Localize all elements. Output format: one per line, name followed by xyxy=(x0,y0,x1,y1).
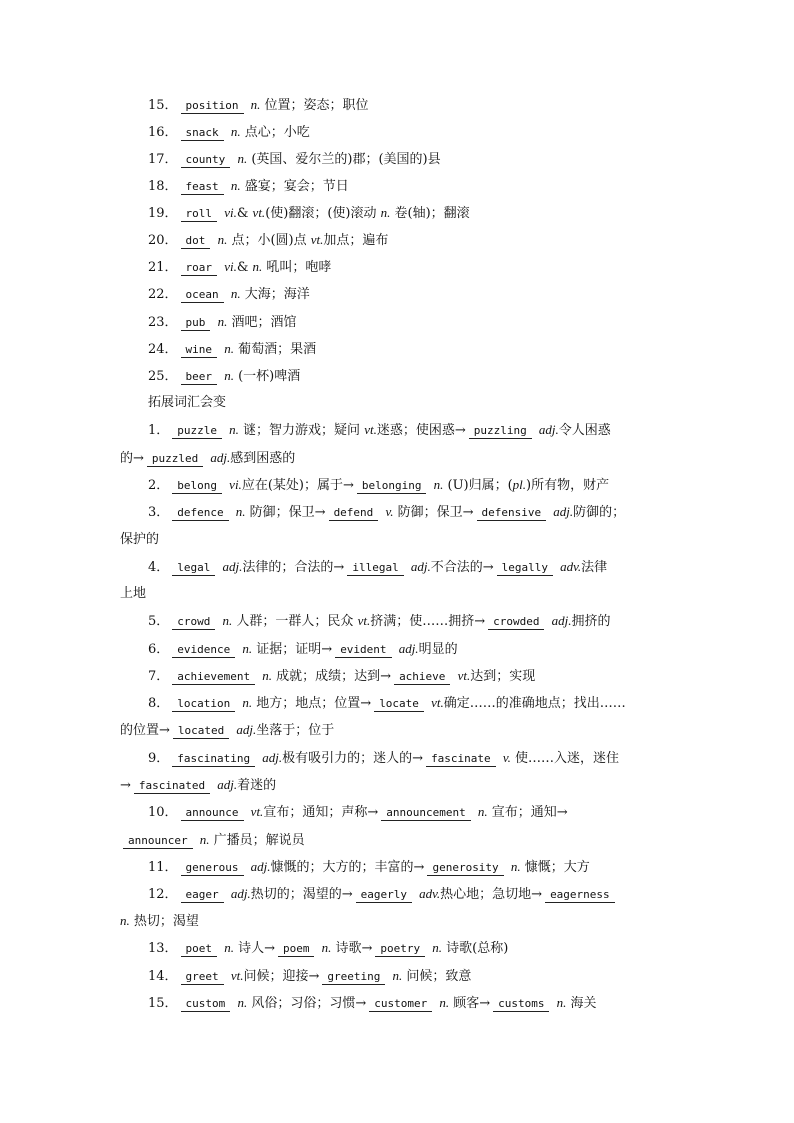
answer-blank: puzzled xyxy=(147,452,203,467)
part-of-speech: n. xyxy=(477,804,488,819)
answer-blank: position xyxy=(181,99,244,114)
part-of-speech: vt. xyxy=(364,422,377,437)
answer-blank: belong xyxy=(172,479,222,494)
answer-blank: announcer xyxy=(123,834,193,849)
answer-blank: wine xyxy=(181,343,218,358)
answer-blank: announcement xyxy=(381,806,470,821)
vocab-line: 10． announce vt.宣布；通知；声称→ announcement n. 宣布；通知→ xyxy=(148,804,568,820)
part-of-speech: adj. xyxy=(217,777,238,792)
vocab-line: 13． poet n. 诗人→ poem n. 诗歌→ poetry n. 诗歌(总称) xyxy=(148,940,509,956)
answer-blank: illegal xyxy=(347,561,403,576)
part-of-speech: adj. xyxy=(222,559,243,574)
answer-blank: ocean xyxy=(181,288,224,303)
part-of-speech: n. xyxy=(224,940,234,955)
answer-blank: feast xyxy=(181,180,224,195)
answer-blank: legal xyxy=(172,561,215,576)
answer-blank: fascinating xyxy=(172,752,255,767)
part-of-speech: n. xyxy=(230,178,241,193)
vocab-line: 9． fascinating adj.极有吸引力的；迷人的→ fascinate v. 使……入迷，迷住 xyxy=(148,750,620,766)
vocab-line: 1． puzzle n. 谜；智力游戏；疑问 vt.迷惑；使困惑→ puzzling adj.令人困惑 xyxy=(148,422,611,438)
vocab-line: 的位置→ located adj.坐落于；位于 xyxy=(120,722,335,738)
answer-blank: poetry xyxy=(375,942,425,957)
part-of-speech: adj. xyxy=(410,559,431,574)
part-of-speech: n. xyxy=(262,668,273,683)
answer-blank: customs xyxy=(493,997,549,1012)
answer-blank: achieve xyxy=(394,670,450,685)
part-of-speech: vt. xyxy=(357,613,371,628)
part-of-speech: n. xyxy=(392,968,403,983)
part-of-speech: adj. xyxy=(236,722,257,737)
answer-blank: defensive xyxy=(477,506,547,521)
vocab-line: 21． roar vi.& n. 吼叫；咆哮 xyxy=(148,259,332,275)
part-of-speech: n. xyxy=(230,124,241,139)
answer-blank: puzzling xyxy=(469,424,532,439)
answer-blank: poet xyxy=(181,942,218,957)
vocab-line: 24． wine n. 葡萄酒；果酒 xyxy=(148,341,317,357)
vocab-line: 23． pub n. 酒吧；酒馆 xyxy=(148,314,297,330)
answer-blank: defend xyxy=(329,506,379,521)
answer-blank: roll xyxy=(181,207,218,222)
answer-blank: achievement xyxy=(172,670,255,685)
part-of-speech: adj. xyxy=(398,641,419,656)
part-of-speech: n. xyxy=(556,995,567,1010)
answer-blank: customer xyxy=(369,997,432,1012)
part-of-speech: adj. xyxy=(230,886,251,901)
part-of-speech: n. xyxy=(224,368,234,383)
answer-blank: fascinate xyxy=(426,752,496,767)
answer-blank: eager xyxy=(181,888,224,903)
part-of-speech: v. xyxy=(385,504,394,519)
vocab-line: 2． belong vi.应在(某处)；属于→ belonging n. (U)归属；(pl.)所有物，财产 xyxy=(148,477,610,493)
section-heading: 拓展词汇会变 xyxy=(148,395,227,410)
part-of-speech: n. xyxy=(229,422,239,437)
part-of-speech: n. xyxy=(222,613,233,628)
part-of-speech: adv. xyxy=(419,886,441,901)
answer-blank: snack xyxy=(181,126,224,141)
part-of-speech: n. xyxy=(432,940,443,955)
answer-blank: belonging xyxy=(357,479,427,494)
part-of-speech: vt. xyxy=(230,968,244,983)
part-of-speech: adj. xyxy=(210,450,231,465)
answer-blank: legally xyxy=(497,561,553,576)
part-of-speech: pl. xyxy=(512,477,527,492)
vocab-line: 15． custom n. 风俗；习俗；习惯→ customer n. 顾客→ customs n. 海关 xyxy=(148,995,597,1011)
answer-blank: crowd xyxy=(172,615,215,630)
part-of-speech: adj. xyxy=(553,504,574,519)
answer-blank: custom xyxy=(181,997,231,1012)
answer-blank: announce xyxy=(181,806,244,821)
part-of-speech: n. xyxy=(510,859,521,874)
part-of-speech: n. xyxy=(242,641,253,656)
answer-blank: poem xyxy=(278,942,315,957)
vocab-line: 4． legal adj.法律的；合法的→ illegal adj.不合法的→ legally adv.法律 xyxy=(148,559,608,575)
part-of-speech: vi. xyxy=(229,477,242,492)
answer-blank: generosity xyxy=(427,861,503,876)
answer-blank: evident xyxy=(335,643,391,658)
answer-blank: generous xyxy=(181,861,244,876)
part-of-speech: n. xyxy=(217,314,228,329)
vocab-line: 16． snack n. 点心；小吃 xyxy=(148,124,310,140)
vocab-line: 3． defence n. 防御；保卫→ defend v. 防御；保卫→ defensive adj.防御的； xyxy=(148,504,626,520)
part-of-speech: n. xyxy=(252,259,263,274)
vocab-line: 18． feast n. 盛宴；宴会；节日 xyxy=(148,178,349,194)
vocab-line: 14． greet vt.问候；迎接→ greeting n. 问候；致意 xyxy=(148,968,472,984)
vocab-line: 保护的 xyxy=(120,532,160,547)
answer-blank: puzzle xyxy=(172,424,222,439)
vocab-line: 7． achievement n. 成就；成绩；达到→ achieve vt.达到；实现 xyxy=(148,668,536,684)
part-of-speech: n. xyxy=(120,913,130,928)
vocab-line: 的→ puzzled adj.感到困惑的 xyxy=(120,450,296,466)
part-of-speech: n. xyxy=(439,995,450,1010)
answer-blank: eagerness xyxy=(545,888,615,903)
part-of-speech: n. xyxy=(250,97,261,112)
answer-blank: locate xyxy=(374,697,424,712)
part-of-speech: vi. xyxy=(224,259,237,274)
part-of-speech: vt. xyxy=(457,668,471,683)
answer-blank: eagerly xyxy=(356,888,412,903)
vocab-line: 11． generous adj.慷慨的；大方的；丰富的→ generosity n. 慷慨；大方 xyxy=(148,859,590,875)
part-of-speech: n. xyxy=(433,477,444,492)
answer-blank: roar xyxy=(181,261,218,276)
part-of-speech: n. xyxy=(237,995,248,1010)
vocab-line: 22． ocean n. 大海；海洋 xyxy=(148,286,310,302)
part-of-speech: vt. xyxy=(431,695,444,710)
answer-blank: greet xyxy=(181,970,224,985)
answer-blank: defence xyxy=(172,506,228,521)
vocab-line: 20． dot n. 点；小(圆)点 vt.加点；遍布 xyxy=(148,232,389,248)
part-of-speech: n. xyxy=(230,286,241,301)
part-of-speech: vt. xyxy=(252,205,266,220)
answer-blank: location xyxy=(172,697,235,712)
part-of-speech: n. xyxy=(237,151,248,166)
vocab-line: 17． county n. (英国、爱尔兰的)郡；(美国的)县 xyxy=(148,151,441,167)
vocab-line: 6． evidence n. 证据；证明→ evident adj.明显的 xyxy=(148,641,458,657)
part-of-speech: adv. xyxy=(560,559,582,574)
answer-blank: crowded xyxy=(488,615,544,630)
part-of-speech: vi. xyxy=(224,205,237,220)
answer-blank: fascinated xyxy=(134,779,210,794)
vocab-line: 25． beer n. (一杯)啤酒 xyxy=(148,368,301,384)
vocab-line: announcer n. 广播员；解说员 xyxy=(120,831,676,850)
vocab-line: 8． location n. 地方；地点；位置→ locate vt.确定……的准确地点；找出…… xyxy=(148,695,626,711)
part-of-speech: vt. xyxy=(250,804,264,819)
part-of-speech: adj. xyxy=(551,613,572,628)
vocab-line: n. 热切；渴望 xyxy=(120,913,199,929)
part-of-speech: n. xyxy=(217,232,228,247)
answer-blank: dot xyxy=(181,234,211,249)
part-of-speech: v. xyxy=(502,750,511,765)
answer-blank: beer xyxy=(181,370,218,385)
answer-blank: greeting xyxy=(322,970,385,985)
answer-blank: pub xyxy=(181,316,211,331)
vocab-line: 15． position n. 位置；姿态；职位 xyxy=(148,97,369,113)
part-of-speech: n. xyxy=(380,205,391,220)
vocab-line: 19． roll vi.& vt.(使)翻滚；(使)滚动 n. 卷(轴)；翻滚 xyxy=(148,205,470,221)
vocab-line: 上地 xyxy=(120,586,147,601)
part-of-speech: n. xyxy=(321,940,332,955)
part-of-speech: vt. xyxy=(310,232,324,247)
part-of-speech: n. xyxy=(235,504,246,519)
vocab-line: → fascinated adj.着迷的 xyxy=(120,777,277,793)
answer-blank: evidence xyxy=(172,643,235,658)
part-of-speech: adj. xyxy=(538,422,559,437)
part-of-speech: adj. xyxy=(262,750,283,765)
vocab-line: 5． crowd n. 人群；一群人；民众 vt.挤满；使……拥挤→ crowded adj.拥挤的 xyxy=(148,613,611,629)
part-of-speech: n. xyxy=(199,832,210,847)
part-of-speech: adj. xyxy=(250,859,271,874)
vocab-line: 12． eager adj.热切的；渴望的→ eagerly adv.热心地；急切地→ eagerness xyxy=(120,885,704,904)
part-of-speech: n. xyxy=(242,695,253,710)
answer-blank: county xyxy=(181,153,231,168)
answer-blank: located xyxy=(173,724,229,739)
part-of-speech: n. xyxy=(224,341,234,356)
